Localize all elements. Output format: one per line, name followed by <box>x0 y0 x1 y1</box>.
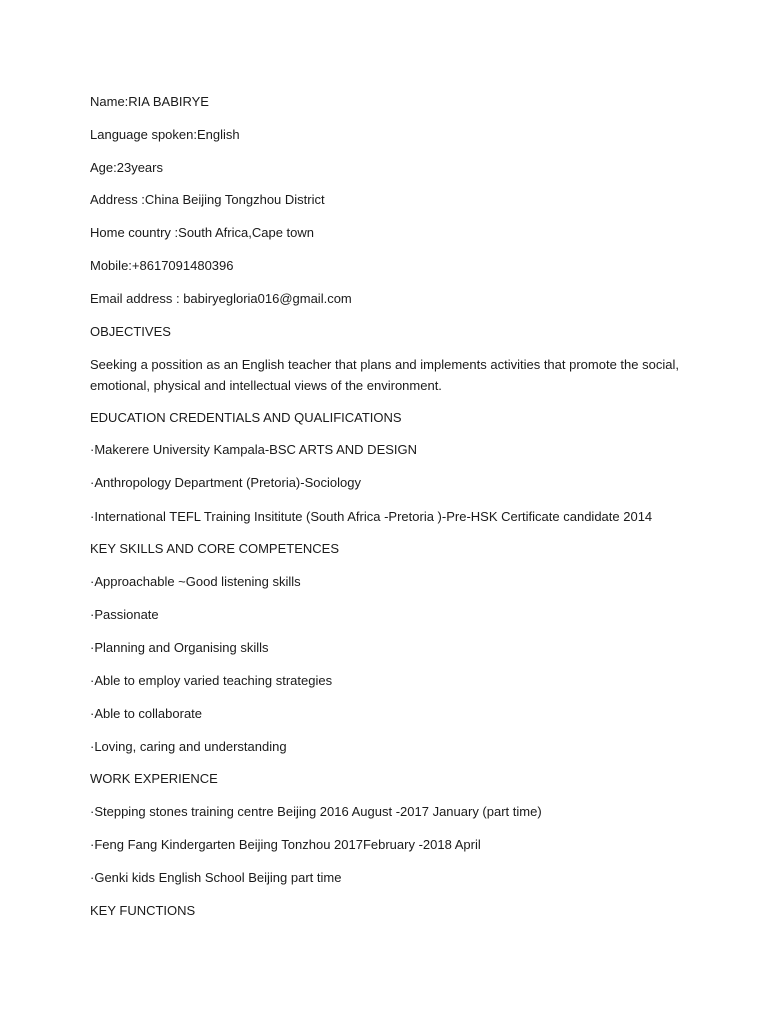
education-item: ·International TEFL Training Insititute (South Africa -Pretoria )-Pre-HSK Certificate candidate 2014 <box>90 509 653 524</box>
work-heading: WORK EXPERIENCE <box>90 771 218 786</box>
education-item: ·Anthropology Department (Pretoria)-Sociology <box>90 475 361 490</box>
home-country-line: Home country :South Africa,Cape town <box>90 225 315 240</box>
objectives-text: Seeking a possition as an English teacher that plans and implements activities that promote the social, emotional, physical and intellectual views of the environment. <box>90 357 679 393</box>
education-item: ·Makerere University Kampala-BSC ARTS AND DESIGN <box>90 442 418 457</box>
skill-item: ·Loving, caring and understanding <box>90 739 287 754</box>
language-line: Language spoken:English <box>90 127 240 142</box>
work-item: ·Stepping stones training centre Beijing 2016 August -2017 January (part time) <box>90 804 542 819</box>
skill-item: ·Passionate <box>90 607 159 622</box>
objectives-heading: OBJECTIVES <box>90 324 171 339</box>
education-heading: EDUCATION CREDENTIALS AND QUALIFICATIONS <box>90 410 402 425</box>
work-item: ·Genki kids English School Beijing part time <box>90 870 342 885</box>
skill-item: ·Planning and Organising skills <box>90 640 269 655</box>
skills-heading: KEY SKILLS AND CORE COMPETENCES <box>90 541 339 556</box>
work-item: ·Feng Fang Kindergarten Beijing Tonzhou 2017February -2018 April <box>90 837 481 852</box>
mobile-line: Mobile:+8617091480396 <box>90 258 234 273</box>
email-line: Email address : babiryegloria016@gmail.com <box>90 291 352 306</box>
name-line: Name:RIA BABIRYE <box>90 94 209 109</box>
functions-heading: KEY FUNCTIONS <box>90 903 196 918</box>
age-line: Age:23years <box>90 160 163 175</box>
skill-item: ·Able to collaborate <box>90 706 203 721</box>
skill-item: ·Approachable ~Good listening skills <box>90 574 301 589</box>
address-line: Address :China Beijing Tongzhou District <box>90 192 325 207</box>
skill-item: ·Able to employ varied teaching strategies <box>90 673 333 688</box>
